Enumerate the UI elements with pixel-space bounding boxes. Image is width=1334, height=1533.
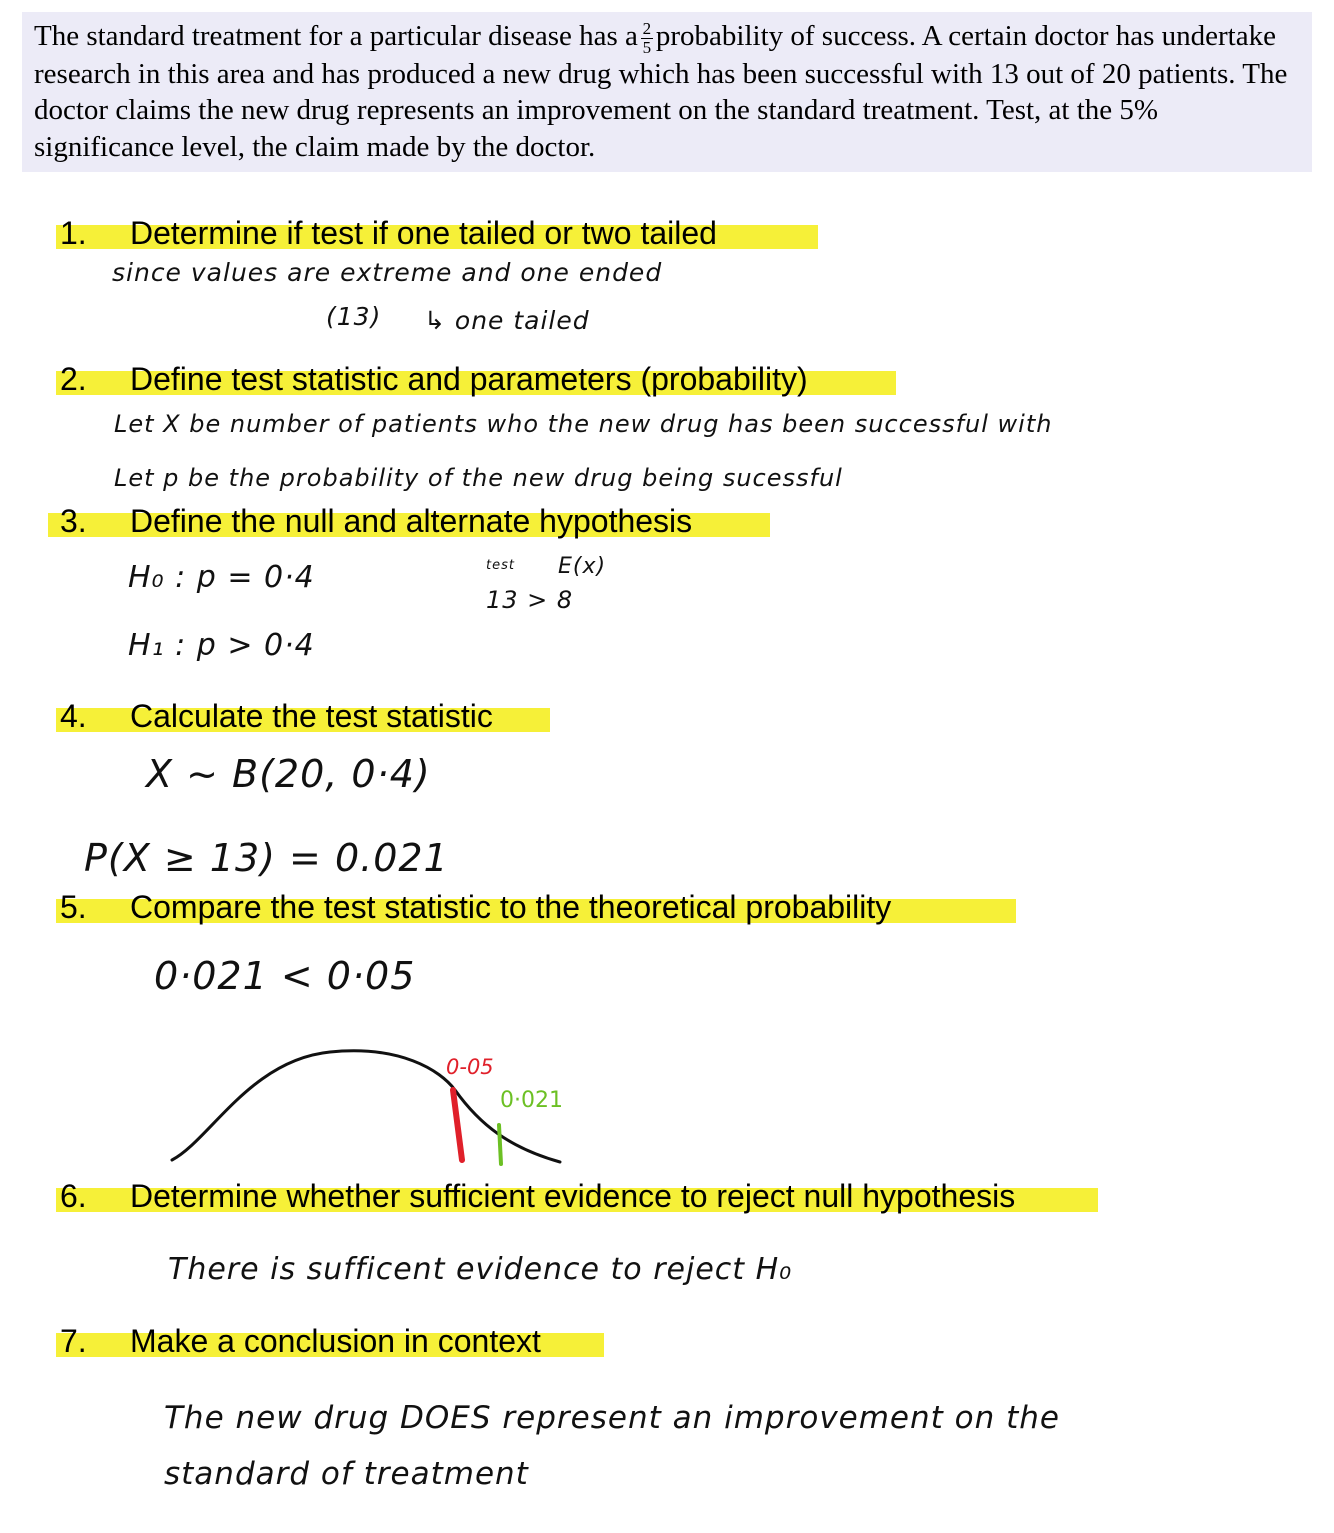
question-line1-start: The standard treatment for a particular disease has a xyxy=(34,20,638,52)
step-heading: Determine if test if one tailed or two tailed xyxy=(130,215,717,251)
fraction-denominator: 5 xyxy=(642,37,652,57)
hw-step1-reason: since values are extreme and one ended xyxy=(112,258,663,287)
fraction-numerator: 2 xyxy=(642,18,652,38)
fraction-two-fifths xyxy=(641,18,653,57)
hw-reject-statement: There is sufficent evidence to reject H₀ xyxy=(168,1252,793,1287)
curve-statistic-label: 0·021 xyxy=(500,1088,563,1113)
hw-alt-hypothesis: H₁ : p > 0·4 xyxy=(128,628,315,663)
step-heading: Define the null and alternate hypothesis xyxy=(130,503,693,539)
step-heading: Make a conclusion in context xyxy=(130,1323,541,1359)
step-number: 1. xyxy=(60,215,87,251)
hw-distribution: X ~ B(20, 0·4) xyxy=(146,752,431,796)
hw-conclusion-line1: The new drug DOES represent an improvement on the xyxy=(164,1400,1061,1436)
hw-null-hypothesis: H₀ : p = 0·4 xyxy=(128,560,315,595)
test-statistic-mark xyxy=(499,1125,501,1164)
hw-probability: P(X ≥ 13) = 0.021 xyxy=(84,836,449,880)
hw-side-expected-label: E(x) xyxy=(558,554,607,579)
step-number: 6. xyxy=(60,1178,87,1214)
hw-define-x: Let X be number of patients who the new drug has been successful with xyxy=(114,410,1053,438)
hw-step1-value: (13) xyxy=(326,302,382,331)
question-box xyxy=(22,12,1312,172)
hw-conclusion-line2: standard of treatment xyxy=(164,1456,529,1492)
step-number: 5. xyxy=(60,889,87,925)
hw-comparison: 0·021 < 0·05 xyxy=(154,954,416,998)
step-heading: Determine whether sufficient evidence to reject null hypothesis xyxy=(130,1178,1016,1214)
step-number: 4. xyxy=(60,698,87,734)
question-rest: undertake research in this area and has produced a new drug which has been successful with 13 out of 20 patients. The doctor claims the new drug represents an improvement on the standard treatment. Test, at the 5% significance level, the claim made by the doctor. xyxy=(34,20,1288,163)
step-heading: Compare the test statistic to the theoretical probability xyxy=(130,889,892,925)
hw-define-p: Let p be the probability of the new drug being sucessful xyxy=(114,464,843,492)
hw-step1-one-tailed: ↳ one tailed xyxy=(424,306,590,335)
distribution-curve-sketch xyxy=(150,1030,590,1170)
step-number: 7. xyxy=(60,1323,87,1359)
question-line1-end: probability of success. A certain doctor has xyxy=(655,20,1155,52)
step-heading: Define test statistic and parameters (probability) xyxy=(130,361,808,397)
step-number: 2. xyxy=(60,361,87,397)
critical-value-mark xyxy=(453,1090,462,1160)
step-number: 3. xyxy=(60,503,87,539)
step-heading: Calculate the test statistic xyxy=(130,698,493,734)
curve-critical-label: 0-05 xyxy=(446,1055,494,1079)
hw-side-compare: 13 > 8 xyxy=(486,586,574,614)
hw-side-test-label: test xyxy=(486,558,515,573)
